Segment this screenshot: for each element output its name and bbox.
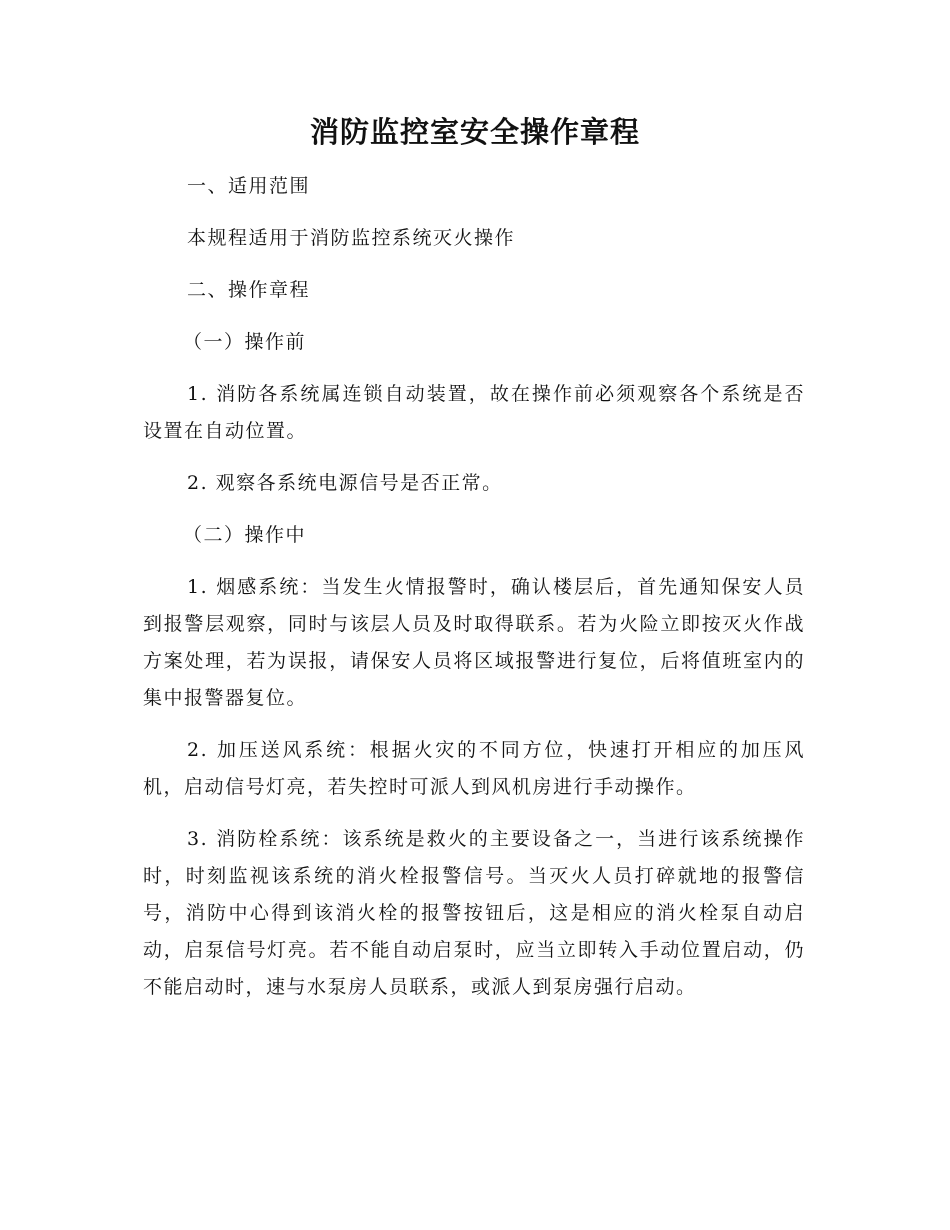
paragraph-during-1: 1. 烟感系统：当发生火情报警时，确认楼层后，首先通知保安人员到报警层观察，同时与该层人员及时取得联系。若为火险立即按灭火作战方案处理，若为误报，请保安人员将区域报警进行复位，后将值班室内的集中报警器复位。 [143, 576, 805, 709]
section-heading-scope: 一、适用范围 [187, 175, 311, 197]
paragraph-during-2: 2. 加压送风系统：根据火灾的不同方位，快速打开相应的加压风机，启动信号灯亮，若失控时可派人到风机房进行手动操作。 [143, 739, 805, 798]
paragraph-during-3: 3. 消防栓系统：该系统是救火的主要设备之一，当进行该系统操作时，时刻监视该系统的消火栓报警信号。当灭火人员打碎就地的报警信号，消防中心得到该消火栓的报警按钮后，这是相应的消火栓泵自动启动，启泵信号灯亮。若不能自动启泵时，应当立即转入手动位置启动，仍不能启动时，速与水泵房人员联系，或派人到泵房强行启动。 [143, 828, 805, 998]
document-body [143, 168, 805, 1006]
subsection-heading-before-operation: （一）操作前 [183, 331, 307, 353]
subsection-heading-during-operation: （二）操作中 [183, 524, 307, 546]
document-title: 消防监控室安全操作章程 [309, 115, 640, 149]
paragraph-scope-text: 本规程适用于消防监控系统灭火操作 [187, 227, 516, 249]
paragraph-before-1: 1. 消防各系统属连锁自动装置，故在操作前必须观察各个系统是否设置在自动位置。 [143, 383, 805, 442]
paragraph-before-2: 2. 观察各系统电源信号是否正常。 [187, 472, 503, 494]
section-heading-procedures: 二、操作章程 [187, 279, 311, 301]
